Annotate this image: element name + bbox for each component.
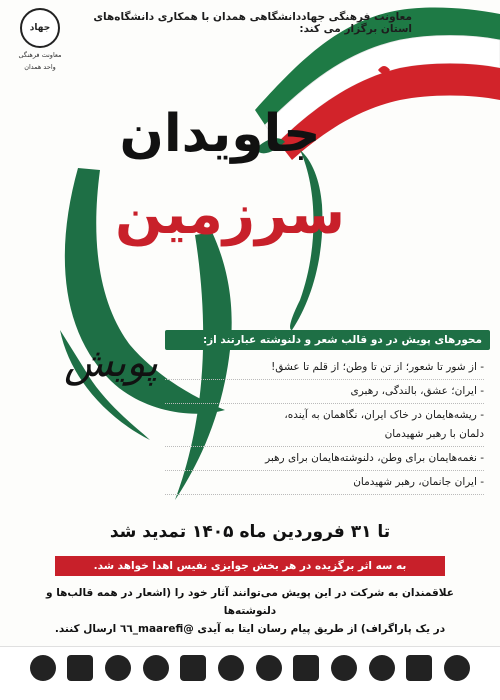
sponsor-logos-footer: [0, 646, 500, 700]
sponsor-logo-icon: [30, 655, 56, 681]
organizer-line: معاونت فرهنگی جهاددانشگاهی همدان با همکاری دانشگاه‌های استان برگزار می کند:: [93, 11, 412, 35]
submission-instructions: [30, 584, 470, 638]
jahad-logo: [10, 8, 70, 72]
campaign-axes: [165, 330, 490, 495]
axes-heading: محورهای پویش در دو قالب شعر و دلنوشته عبارتند از:: [165, 330, 490, 350]
instructions-line1: علاقمندان به شرکت در این پویش می‌توانند آثار خود را (اشعار در همه قالب‌ها و دلنوشته‌ها: [46, 587, 454, 617]
sponsor-logo-icon: [105, 655, 131, 681]
title-javidan: جاویدان: [119, 104, 321, 164]
instructions-line2: در یک پاراگراف) از طریق پیام رسان ایتا به آیدی @maarefi_٦٦ ارسال کنند.: [54, 623, 446, 635]
title-sarzamin: سرزمین: [114, 182, 346, 247]
axes-item: - ریشه‌هایمان در خاک ایران، نگاهمان به آینده،: [284, 409, 484, 421]
deadline-notice: تا ۳۱ فروردین ماه ۱۴۰۵ تمدید شد: [109, 522, 391, 542]
sponsor-logo-icon: [444, 655, 470, 681]
logo-caption-line1: معاونت فرهنگی: [18, 51, 62, 59]
sponsor-logo-icon: [369, 655, 395, 681]
axes-item: - از شور تا شعور؛ از تن تا وطن؛ از قلم تا عشق!: [165, 356, 484, 380]
logo-caption-line2: واحد همدان: [24, 63, 56, 71]
sponsor-logo-icon: [406, 655, 432, 681]
sponsor-logo-icon: [67, 655, 93, 681]
axes-item: دلمان با رهبر شهیدمان: [165, 423, 484, 447]
prize-banner: به سه اثر برگزیده در هر بخش جوایزی نفیس اهدا خواهد شد.: [55, 556, 445, 576]
axes-item: - ایران؛ عشق، بالندگی، رهبری: [165, 380, 484, 404]
sponsor-logo-icon: [293, 655, 319, 681]
axes-item: - نغمه‌هایمان برای وطن، دلنوشته‌هایمان برای رهبر: [165, 447, 484, 471]
axes-item: - ایران جانمان، رهبر شهیدمان: [165, 471, 484, 495]
sponsor-logo-icon: [218, 655, 244, 681]
sponsor-logo-icon: [180, 655, 206, 681]
sponsor-logo-icon: [256, 655, 282, 681]
axes-list: [165, 356, 490, 495]
jahad-emblem: جهاد: [20, 8, 60, 48]
sponsor-logos-row: [0, 647, 500, 689]
sponsor-logo-icon: [331, 655, 357, 681]
sponsor-logo-icon: [143, 655, 169, 681]
title-pouyesh: پویش: [64, 340, 158, 386]
